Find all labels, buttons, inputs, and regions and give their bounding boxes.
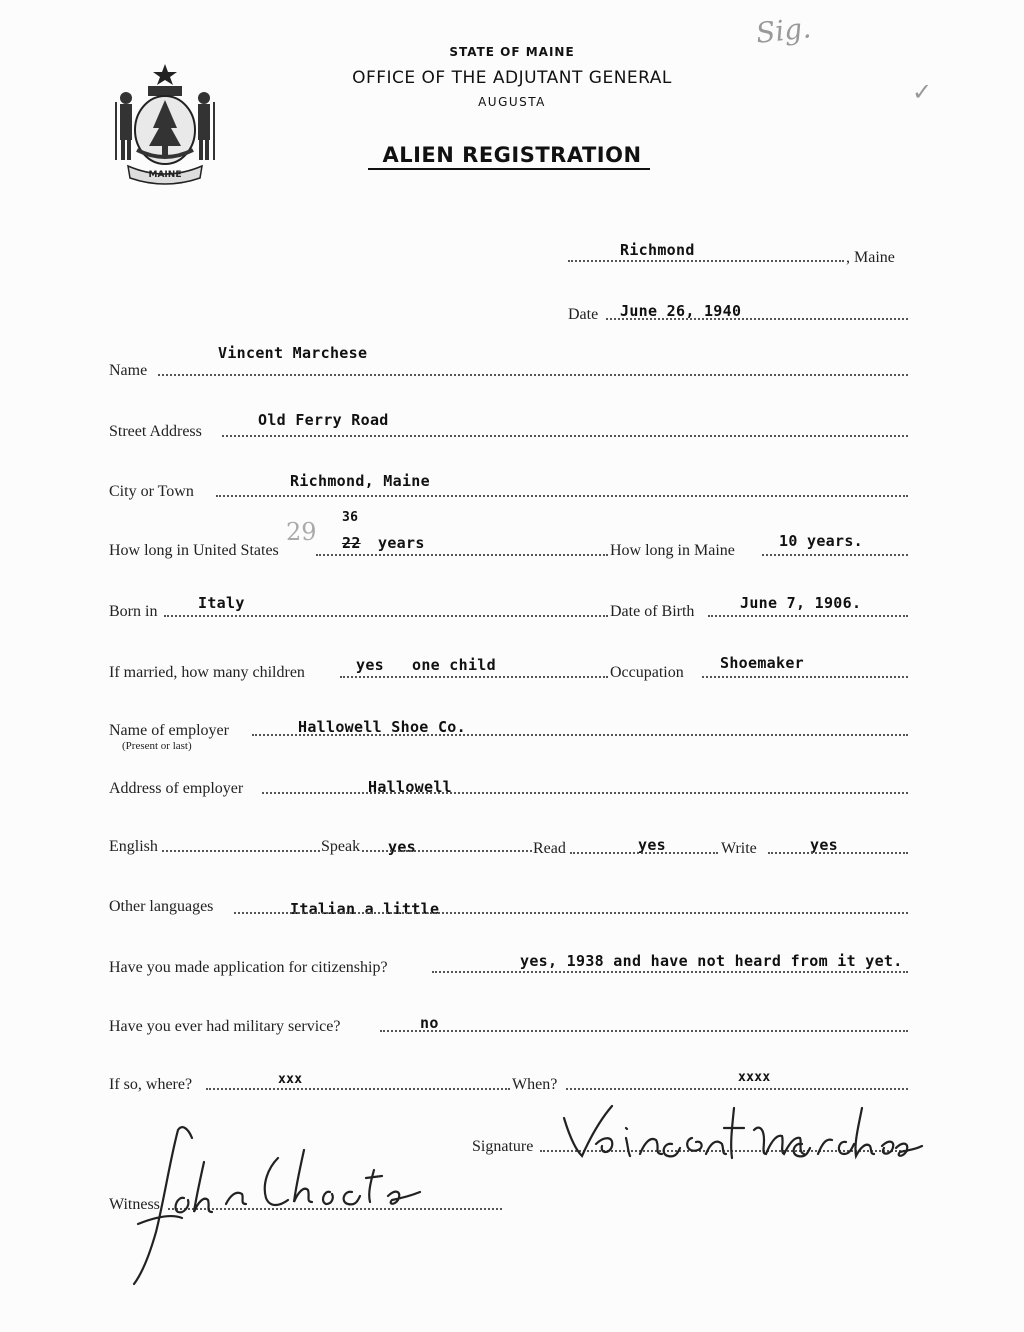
years-us-label: How long in United States bbox=[109, 542, 279, 559]
signature-label: Signature bbox=[472, 1138, 534, 1155]
english-write-line bbox=[768, 852, 908, 854]
other-languages-label: Other languages bbox=[109, 898, 214, 915]
witness-handwriting bbox=[130, 1120, 430, 1290]
years-us-handwritten: 29 bbox=[286, 518, 317, 546]
years-us-corrected: 36 bbox=[342, 510, 359, 525]
when-line bbox=[566, 1088, 908, 1090]
witness-text: John Choate bbox=[130, 1120, 137, 1121]
dob-value: June 7, 1906. bbox=[740, 594, 862, 612]
english-read-line bbox=[570, 852, 718, 854]
citizenship-line bbox=[432, 971, 908, 973]
years-maine-line bbox=[762, 554, 908, 556]
header-office: OFFICE OF THE ADJUTANT GENERAL bbox=[352, 68, 672, 88]
years-maine-label: How long in Maine bbox=[610, 542, 735, 559]
title-underline bbox=[368, 168, 650, 170]
children-line bbox=[340, 676, 608, 678]
years-us-line bbox=[316, 554, 608, 556]
where-label: If so, where? bbox=[109, 1076, 193, 1093]
header-state: STATE OF MAINE bbox=[449, 45, 575, 59]
date-label: Date bbox=[568, 306, 599, 323]
where-line bbox=[206, 1088, 510, 1090]
other-languages-line bbox=[234, 912, 908, 914]
street-line bbox=[222, 435, 908, 437]
employer-sublabel: (Present or last) bbox=[122, 740, 192, 752]
occupation-label: Occupation bbox=[610, 664, 684, 681]
employer-address-label: Address of employer bbox=[109, 780, 244, 797]
born-in-label: Born in bbox=[109, 603, 158, 620]
location-suffix: , Maine bbox=[846, 249, 895, 266]
witness-label: Witness bbox=[109, 1196, 160, 1213]
years-us-unit: years bbox=[378, 534, 425, 552]
military-line bbox=[380, 1030, 908, 1032]
location-value: Richmond bbox=[620, 241, 695, 259]
born-in-value: Italy bbox=[198, 594, 245, 612]
english-read-value: yes bbox=[638, 836, 666, 854]
years-us-struck: 22 bbox=[342, 534, 361, 552]
english-speak-line bbox=[362, 850, 532, 852]
street-value: Old Ferry Road bbox=[258, 411, 389, 429]
margin-check-mark: ✓ bbox=[912, 78, 933, 106]
margin-note-sig: Sig. bbox=[754, 11, 813, 50]
military-value: no bbox=[420, 1014, 439, 1032]
when-value: xxxx bbox=[738, 1070, 771, 1085]
name-value: Vincent Marchese bbox=[218, 344, 368, 362]
signature-handwriting bbox=[556, 1098, 926, 1168]
english-label: English bbox=[109, 838, 158, 855]
occupation-value: Shoemaker bbox=[720, 654, 804, 672]
city-town-label: City or Town bbox=[109, 483, 194, 500]
children-label: If married, how many children bbox=[109, 664, 305, 681]
born-in-line bbox=[164, 615, 608, 617]
name-line bbox=[158, 374, 908, 376]
city-town-value: Richmond, Maine bbox=[290, 472, 430, 490]
name-label: Name bbox=[109, 362, 148, 379]
employer-address-value: Hallowell bbox=[368, 778, 452, 796]
other-languages-value: Italian a little bbox=[290, 900, 440, 918]
english-speak-label: Speak bbox=[321, 838, 361, 855]
employer-line bbox=[252, 734, 908, 736]
where-value: xxx bbox=[278, 1072, 303, 1087]
when-label: When? bbox=[512, 1076, 558, 1093]
employer-label: Name of employer bbox=[109, 722, 229, 739]
citizenship-value: yes, 1938 and have not heard from it yet. bbox=[520, 952, 903, 970]
page-title: ALIEN REGISTRATION bbox=[382, 143, 642, 167]
english-line bbox=[162, 850, 320, 852]
english-write-value: yes bbox=[810, 836, 838, 854]
children-value: yes one child bbox=[356, 656, 496, 674]
english-speak-value: yes bbox=[388, 838, 416, 856]
street-label: Street Address bbox=[109, 423, 202, 440]
seal-banner-text: MAINE bbox=[148, 170, 182, 180]
signature-text: Vincent Marchese bbox=[556, 1098, 566, 1099]
military-label: Have you ever had military service? bbox=[109, 1018, 341, 1035]
english-read-label: Read bbox=[533, 840, 566, 857]
dob-label: Date of Birth bbox=[610, 603, 695, 620]
employer-address-line bbox=[262, 792, 908, 794]
date-value: June 26, 1940 bbox=[620, 302, 742, 320]
city-town-line bbox=[216, 495, 908, 497]
dob-line bbox=[708, 615, 908, 617]
occupation-line bbox=[702, 676, 908, 678]
years-maine-value: 10 years. bbox=[779, 532, 863, 550]
english-write-label: Write bbox=[721, 840, 757, 857]
employer-value: Hallowell Shoe Co. bbox=[298, 718, 466, 736]
location-line bbox=[568, 260, 844, 262]
header-city: AUGUSTA bbox=[478, 95, 546, 109]
citizenship-label: Have you made application for citizenship? bbox=[109, 959, 388, 976]
